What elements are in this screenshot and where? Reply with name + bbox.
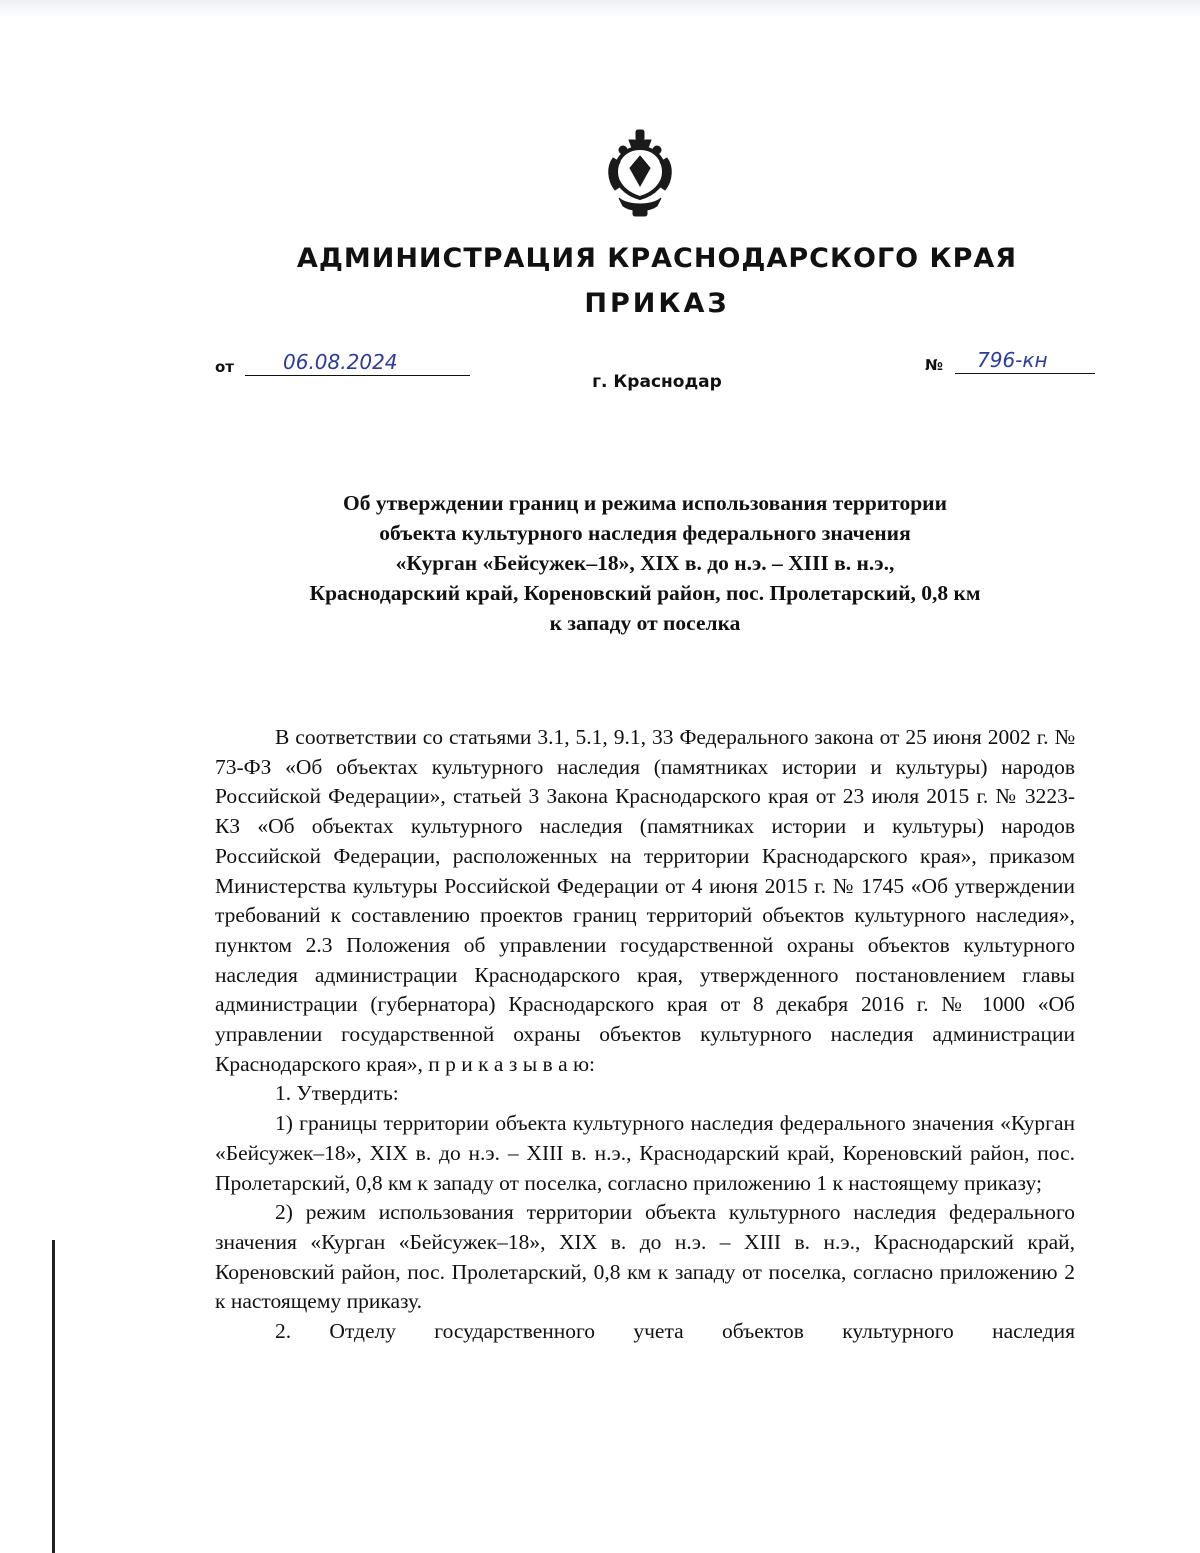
preamble-paragraph: В соответствии со статьями 3.1, 5.1, 9.1, 33 Федерального закона от 25 июня 2002 г. № 73-ФЗ «Об объектах культурного наследия (памятниках истории и культуры) народов Российской Федерации», статьей 3 Закона Краснодарского края от 23 июля 2015 г. № 3223-КЗ «Об объектах культурного наследия (памятниках истории и культуры) народов Российской Федерации, расположенных на территории Краснодарского края», приказом Министерства культуры Российской Федерации от 4 июня 2015 г. № 1745 «Об утверждении требований к составлению проектов границ территорий объектов культурного наследия», пунктом 2.3 Положения об управлении государственной охраны объектов культурного наследия администрации Краснодарского края, утвержденного постановлением главы администрации (губернатора) Краснодарского края от 8 декабря 2016 г. № 1000 «Об управлении государственной охраны объектов культурного наследия администрации Краснодарского края», п р и к а з ы в а ю: [215, 725, 1075, 1076]
title-line: Краснодарский край, Кореновский район, пос. Пролетарский, 0,8 км [309, 581, 981, 605]
title-line: «Курган «Бейсужек–18», XIX в. до н.э. – XIII в. н.э., [395, 551, 895, 575]
item-2-paragraph: 2. Отделу государственного учета объектов культурного наследия [275, 1319, 1075, 1344]
item-1-2-paragraph: 2) режим использования территории объекта культурного наследия федерального значения «Курган «Бейсужек–18», XIX в. до н.э. – XIII в. н.э., Краснодарский край, Кореновский район, пос. Пролетарский, 0,8 км к западу от поселка, согласно приложению 2 к настоящему приказу. [215, 1200, 1075, 1314]
item-1-paragraph: 1. Утвердить: [275, 1081, 399, 1106]
handwritten-date: 06.08.2024 [283, 350, 398, 374]
title-line: объекта культурного наследия федерального значения [379, 521, 911, 545]
title-line: к западу от поселка [549, 611, 741, 635]
item-1-1-paragraph: 1) границы территории объекта культурного наследия федерального значения «Курган «Бейсужек–18», XIX в. до н.э. – XIII в. н.э., Краснодарский край, Кореновский район, пос. Пролетарский, 0,8 км к западу от поселка, согласно приложению 1 к настоящему приказу; [215, 1111, 1075, 1195]
document-type-heading: ПРИКАЗ [584, 288, 730, 319]
scan-edge-line [52, 1240, 55, 1553]
document-title [150, 488, 1140, 638]
scan-shadow [0, 0, 1200, 18]
city-label: г. Краснодар [592, 372, 722, 392]
organization-heading: АДМИНИСТРАЦИЯ КРАСНОДАРСКОГО КРАЯ [296, 243, 1018, 274]
date-prefix: от [215, 358, 234, 376]
document-body [215, 723, 1075, 1347]
title-line: Об утверждении границ и режима использования территории [343, 491, 947, 515]
number-prefix: № [925, 356, 944, 374]
handwritten-number: 796-кн [977, 348, 1048, 372]
number-field [955, 349, 1095, 374]
coat-of-arms-emblem [605, 128, 675, 220]
